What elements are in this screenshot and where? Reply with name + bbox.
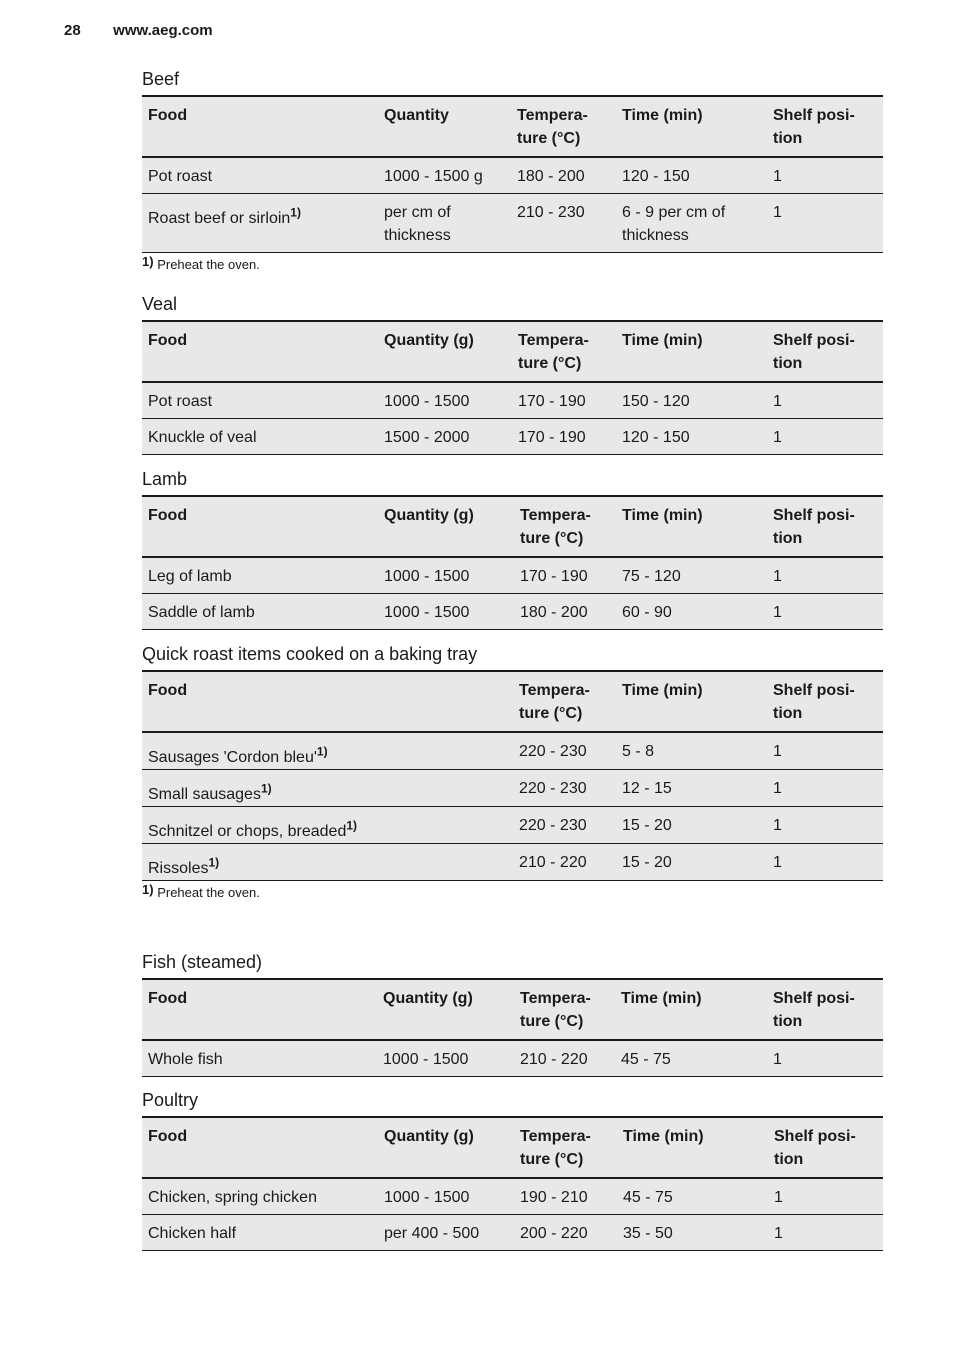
footnote-reference: 1) — [260, 781, 272, 796]
table-row — [142, 157, 883, 194]
cell-temperature: 190 - 210 — [520, 1189, 588, 1206]
column-header-quantity: Quantity (g) — [383, 990, 473, 1007]
footnote — [142, 254, 883, 273]
cell-temperature: 210 - 220 — [519, 854, 587, 871]
cell-temperature: 200 - 220 — [520, 1225, 588, 1242]
column-header-temperature: Tempera-ture (°C) — [520, 990, 591, 1030]
cell-quantity: 1000 - 1500 — [384, 568, 470, 585]
cell-food — [142, 1040, 377, 1077]
column-header-shelf-position: Shelf posi-tion — [773, 682, 855, 722]
table-row — [142, 1040, 883, 1077]
footnote-text: Preheat the oven. — [157, 885, 260, 900]
cell-time: 150 - 120 — [622, 393, 690, 410]
column-header-quantity: Quantity — [384, 107, 449, 124]
cell-shelf-position: 1 — [774, 1189, 783, 1206]
column-header-temperature: Tempera-ture (°C) — [520, 1128, 591, 1168]
cell-food — [142, 1215, 378, 1251]
cell-quantity: 1000 - 1500 — [384, 393, 470, 410]
column-header-time: Time (min) — [622, 507, 703, 524]
table-row — [142, 732, 883, 770]
food-name: Schnitzel or chops, breaded — [148, 823, 347, 840]
food-name: Saddle of lamb — [148, 604, 255, 621]
cell-time: 120 - 150 — [622, 168, 690, 185]
cell-shelf-position: 1 — [774, 1225, 783, 1242]
section-lamb — [142, 468, 883, 630]
column-header-shelf-position: Shelf posi-tion — [774, 1128, 856, 1168]
column-header-food: Food — [148, 1128, 188, 1145]
section-title: Beef — [142, 69, 180, 89]
cell-time: 45 - 75 — [623, 1189, 673, 1206]
food-name: Whole fish — [148, 1051, 223, 1068]
cell-food — [142, 732, 513, 770]
column-header-shelf-position: Shelf posi-tion — [773, 990, 855, 1030]
column-header-temperature: Tempera-ture (°C) — [518, 332, 589, 372]
section-quick-roast-items-cooked-on-a-baking-tray — [142, 643, 883, 901]
page-number: 28 — [64, 22, 81, 39]
cell-shelf-position: 1 — [773, 429, 782, 446]
cell-shelf-position: 1 — [773, 568, 782, 585]
cell-temperature: 170 - 190 — [518, 393, 586, 410]
table-row — [142, 419, 883, 455]
header-row — [142, 96, 883, 157]
column-header-shelf-position: Shelf posi-tion — [773, 332, 855, 372]
cell-food — [142, 194, 378, 253]
cell-time: 35 - 50 — [623, 1225, 673, 1242]
cell-shelf-position: 1 — [773, 604, 782, 621]
column-header-time: Time (min) — [622, 332, 703, 349]
cell-time: 15 - 20 — [622, 817, 672, 834]
column-header-time: Time (min) — [622, 682, 703, 699]
cell-quantity: 1500 - 2000 — [384, 429, 470, 446]
column-header-quantity: Quantity (g) — [384, 1128, 474, 1145]
cooking-table — [142, 978, 883, 1077]
header-row — [142, 496, 883, 557]
header-row — [142, 321, 883, 382]
table-row — [142, 844, 883, 881]
cell-food — [142, 382, 378, 419]
cell-shelf-position: 1 — [773, 204, 782, 221]
cell-shelf-position: 1 — [773, 854, 782, 871]
cell-temperature: 220 - 230 — [519, 743, 587, 760]
cell-food — [142, 557, 378, 594]
food-name: Roast beef or sirloin — [148, 210, 291, 227]
table-row — [142, 594, 883, 630]
cell-time: 15 - 20 — [622, 854, 672, 871]
column-header-food: Food — [148, 990, 188, 1007]
food-name: Rissoles — [148, 860, 209, 877]
cell-temperature: 180 - 200 — [517, 168, 585, 185]
section-title: Veal — [142, 294, 178, 314]
cell-time: 60 - 90 — [622, 604, 672, 621]
cooking-table — [142, 495, 883, 630]
cell-quantity: 1000 - 1500 — [384, 1189, 470, 1206]
food-name: Chicken half — [148, 1225, 237, 1242]
cell-food — [142, 844, 513, 881]
cell-time: 120 - 150 — [622, 429, 690, 446]
cooking-table — [142, 320, 883, 455]
cell-quantity: 1000 - 1500 — [384, 604, 470, 621]
table-row — [142, 1178, 883, 1215]
footnote-mark: 1) — [142, 882, 154, 897]
cooking-table — [142, 670, 883, 881]
footnote — [142, 882, 883, 901]
cell-quantity: 1000 - 1500 g — [384, 168, 483, 185]
cell-food — [142, 807, 513, 844]
column-header-shelf-position: Shelf posi-tion — [773, 507, 855, 547]
cell-quantity: per 400 - 500 — [384, 1225, 480, 1242]
cell-temperature: 170 - 190 — [518, 429, 586, 446]
section-veal — [142, 293, 883, 455]
cell-shelf-position: 1 — [773, 817, 782, 834]
column-header-food: Food — [148, 682, 188, 699]
column-header-temperature: Tempera-ture (°C) — [520, 507, 591, 547]
column-header-quantity: Quantity (g) — [384, 507, 474, 524]
column-header-time: Time (min) — [621, 990, 702, 1007]
cooking-table — [142, 1116, 883, 1251]
footnote-reference: 1) — [208, 855, 220, 870]
cell-shelf-position: 1 — [773, 743, 782, 760]
page-header — [64, 22, 213, 39]
cell-time: 75 - 120 — [622, 568, 681, 585]
cell-temperature: 220 - 230 — [519, 817, 587, 834]
footnote-reference: 1) — [290, 205, 301, 220]
food-name: Leg of lamb — [148, 568, 232, 585]
food-name: Knuckle of veal — [148, 429, 257, 446]
footnote-mark: 1) — [142, 254, 154, 269]
cooking-table — [142, 95, 883, 253]
footnote-text: Preheat the oven. — [157, 257, 260, 272]
column-header-food: Food — [148, 107, 188, 124]
cell-time: 5 - 8 — [622, 743, 655, 760]
footnote-reference: 1) — [346, 818, 358, 833]
section-poultry — [142, 1089, 883, 1251]
cell-shelf-position: 1 — [773, 168, 782, 185]
table-row — [142, 807, 883, 844]
cell-temperature: 210 - 230 — [517, 204, 585, 221]
cell-temperature: 180 - 200 — [520, 604, 588, 621]
food-name: Small sausages — [148, 786, 261, 803]
column-header-temperature: Tempera-ture (°C) — [517, 107, 588, 147]
column-header-time: Time (min) — [623, 1128, 704, 1145]
section-title: Poultry — [142, 1090, 199, 1110]
section-title: Lamb — [142, 469, 188, 489]
food-name: Pot roast — [148, 393, 213, 410]
section-title: Fish (steamed) — [142, 952, 263, 972]
cell-time: 12 - 15 — [622, 780, 672, 797]
section-fish-steamed — [142, 951, 883, 1077]
column-header-quantity: Quantity (g) — [384, 332, 474, 349]
column-header-shelf-position: Shelf posi-tion — [773, 107, 855, 147]
cell-quantity: per cm of thickness — [384, 204, 451, 244]
cell-food — [142, 594, 378, 630]
cell-time: 45 - 75 — [621, 1051, 671, 1068]
table-row — [142, 382, 883, 419]
column-header-time: Time (min) — [622, 107, 703, 124]
food-name: Chicken, spring chicken — [148, 1189, 317, 1206]
website-url: www.aeg.com — [113, 22, 213, 39]
cell-quantity: 1000 - 1500 — [383, 1051, 469, 1068]
table-row — [142, 194, 883, 253]
cell-time: 6 - 9 per cm of thickness — [622, 204, 726, 244]
table-row — [142, 557, 883, 594]
header-row — [142, 1117, 883, 1178]
column-header-food: Food — [148, 332, 188, 349]
cell-food — [142, 770, 513, 807]
food-name: Pot roast — [148, 168, 213, 185]
column-header-temperature: Tempera-ture (°C) — [519, 682, 590, 722]
cell-temperature: 210 - 220 — [520, 1051, 588, 1068]
cell-temperature: 220 - 230 — [519, 780, 587, 797]
cell-food — [142, 419, 378, 455]
food-name: Sausages 'Cordon bleu' — [148, 749, 317, 766]
section-beef — [142, 68, 883, 273]
header-row — [142, 671, 883, 732]
cell-shelf-position: 1 — [773, 393, 782, 410]
section-title: Quick roast items cooked on a baking tray — [142, 644, 478, 664]
cell-temperature: 170 - 190 — [520, 568, 588, 585]
cell-shelf-position: 1 — [773, 1051, 782, 1068]
cell-food — [142, 157, 378, 194]
header-row — [142, 979, 883, 1040]
footnote-reference: 1) — [316, 744, 328, 759]
table-row — [142, 1215, 883, 1251]
cell-shelf-position: 1 — [773, 780, 782, 797]
column-header-food: Food — [148, 507, 188, 524]
cell-food — [142, 1178, 378, 1215]
table-row — [142, 770, 883, 807]
